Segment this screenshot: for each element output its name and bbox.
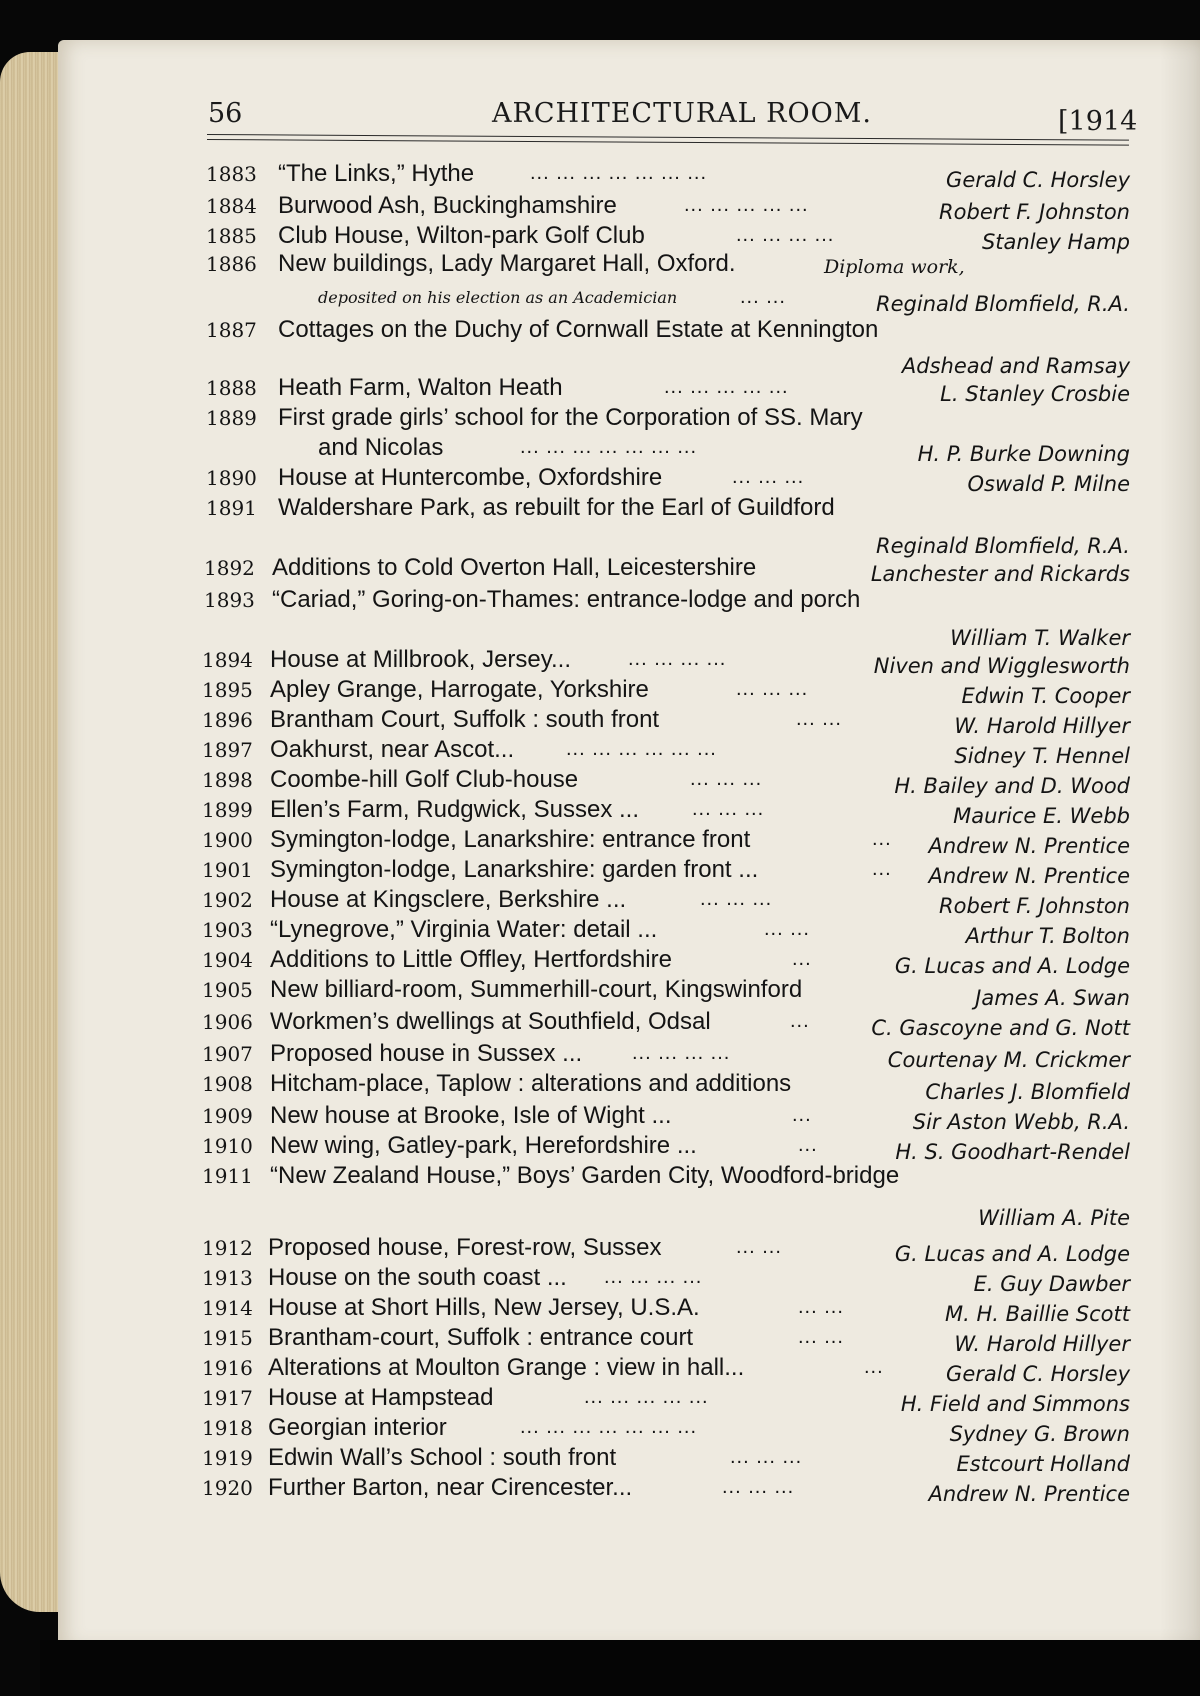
entry-number: 1887 [206, 318, 257, 342]
page-number: 56 [208, 98, 243, 129]
entry-number: 1912 [202, 1236, 253, 1260]
entry-number: 1918 [202, 1416, 253, 1440]
entry-author: Oswald P. Milne [967, 472, 1130, 496]
entry-author: Adshead and Ramsay [901, 354, 1130, 378]
entry-title: Coombe-hill Golf Club-house [270, 766, 579, 793]
entry-author: Sir Aston Webb, R.A. [912, 1110, 1130, 1134]
entry-author: G. Lucas and A. Lodge [894, 1242, 1130, 1266]
entry-title: Symington-lodge, Lanarkshire: entrance front [270, 826, 751, 853]
entry-number: 1896 [202, 708, 253, 732]
entry-number: 1909 [202, 1104, 253, 1128]
entry-author: H. S. Goodhart-Rendel [895, 1140, 1130, 1164]
entry-author: Estcourt Holland [956, 1452, 1130, 1476]
leader-dots: ... [864, 1356, 884, 1378]
entry-note: Diploma work, [824, 256, 965, 278]
entry-author: Courtenay M. Crickmer [887, 1048, 1130, 1072]
entry-number: 1911 [202, 1164, 253, 1188]
entry-title: New wing, Gatley-park, Herefordshire ... [270, 1132, 697, 1159]
entry-title: House on the south coast ... [268, 1264, 567, 1291]
entry-number: 1920 [202, 1476, 253, 1500]
entry-number: 1910 [202, 1134, 253, 1158]
entry-title: Edwin Wall’s School : south front [268, 1444, 617, 1471]
entry-number: 1908 [202, 1072, 253, 1096]
entry-number: 1900 [202, 828, 253, 852]
entry-note-continued: deposited on his election as an Academician [318, 288, 678, 307]
entry-number: 1915 [202, 1326, 253, 1350]
leader-dots: ... ... ... [730, 1446, 803, 1468]
leader-dots: ... ... ... ... ... ... ... [520, 1416, 698, 1438]
leader-dots: ... ... [798, 1296, 844, 1318]
entry-title: Proposed house, Forest-row, Sussex [268, 1234, 662, 1261]
entry-title: Alterations at Moulton Grange : view in hall... [268, 1354, 745, 1381]
leader-dots: ... ... ... [692, 798, 765, 820]
entry-author: G. Lucas and A. Lodge [894, 954, 1130, 978]
entry-title-continued: and Nicolas [318, 434, 444, 461]
entry-number: 1901 [202, 858, 253, 882]
entry-number: 1902 [202, 888, 253, 912]
leader-dots: ... ... ... [736, 678, 809, 700]
entry-title: First grade girls’ school for the Corporation of SS. Mary [278, 404, 863, 431]
entry-number: 1913 [202, 1266, 253, 1290]
entry-author: Andrew N. Prentice [928, 1482, 1130, 1506]
entry-number: 1892 [204, 556, 255, 580]
entry-title: House at Millbrook, Jersey... [270, 646, 571, 673]
entry-number: 1904 [202, 948, 253, 972]
entry-number: 1895 [202, 678, 253, 702]
entry-number: 1906 [202, 1010, 253, 1034]
entry-number: 1914 [202, 1296, 253, 1320]
entry-author: James A. Swan [975, 986, 1130, 1010]
entry-number: 1919 [202, 1446, 253, 1470]
entry-author: Andrew N. Prentice [928, 834, 1130, 858]
entry-title: Additions to Little Offley, Hertfordshire [270, 946, 672, 973]
leader-dots: ... ... ... ... [628, 648, 727, 670]
leader-dots: ... ... ... ... [604, 1266, 703, 1288]
entry-number: 1890 [206, 466, 257, 490]
entry-author: W. Harold Hillyer [954, 714, 1130, 738]
entry-number: 1891 [206, 496, 257, 520]
entry-author: Sydney G. Brown [949, 1422, 1130, 1446]
leader-dots: ... ... [736, 1236, 782, 1258]
entry-author: Niven and Wigglesworth [873, 654, 1130, 678]
leader-dots: ... ... ... ... ... ... ... [530, 162, 708, 184]
entry-author: M. H. Baillie Scott [944, 1302, 1130, 1326]
entry-title: House at Huntercombe, Oxfordshire [278, 464, 663, 491]
entry-author: Reginald Blomfield, R.A. [876, 534, 1130, 558]
entry-number: 1888 [206, 376, 257, 400]
entry-author: H. Field and Simmons [900, 1392, 1130, 1416]
leader-dots: ... ... [764, 918, 810, 940]
entry-author: Charles J. Blomfield [925, 1080, 1130, 1104]
entry-title: “The Links,” Hythe [278, 160, 475, 187]
entry-number: 1884 [206, 194, 257, 218]
leader-dots: ... ... ... ... ... [684, 194, 809, 216]
entry-author: Robert F. Johnston [939, 200, 1130, 224]
entry-author: H. Bailey and D. Wood [894, 774, 1130, 798]
leader-dots: ... ... ... ... ... ... [566, 738, 717, 760]
entry-title: Club House, Wilton-park Golf Club [278, 222, 645, 249]
leader-dots: ... ... [740, 286, 786, 308]
entry-title: Burwood Ash, Buckinghamshire [278, 192, 617, 219]
entry-title: Oakhurst, near Ascot... [270, 736, 515, 763]
entry-title: Cottages on the Duchy of Cornwall Estate at Kennington [278, 316, 879, 343]
entry-author: H. P. Burke Downing [917, 442, 1130, 466]
leader-dots: ... ... ... ... [736, 224, 835, 246]
leader-dots: ... [792, 1104, 812, 1126]
running-year: [1914 [1058, 106, 1138, 137]
entry-number: 1894 [202, 648, 253, 672]
leader-dots: ... [792, 948, 812, 970]
entry-title: New buildings, Lady Margaret Hall, Oxford. [278, 250, 736, 277]
entry-title: “Lynegrove,” Virginia Water: detail ... [270, 916, 658, 943]
entry-number: 1905 [202, 978, 253, 1002]
entry-author: William T. Walker [950, 626, 1130, 650]
entry-title: Workmen’s dwellings at Southfield, Odsal [270, 1008, 711, 1035]
leader-dots: ... ... ... [700, 888, 773, 910]
entry-title: Further Barton, near Cirencester... [268, 1474, 633, 1501]
leader-dots: ... ... ... [722, 1476, 795, 1498]
leader-dots: ... [790, 1010, 810, 1032]
entry-number: 1899 [202, 798, 253, 822]
leader-dots: ... ... [798, 1326, 844, 1348]
entry-title: Apley Grange, Harrogate, Yorkshire [270, 676, 649, 703]
entry-title: New billiard-room, Summerhill-court, Kingswinford [270, 976, 803, 1003]
entry-title: New house at Brooke, Isle of Wight ... [270, 1102, 672, 1129]
entry-author: Arthur T. Bolton [965, 924, 1130, 948]
leader-dots: ... [872, 828, 892, 850]
entry-author: Reginald Blomfield, R.A. [876, 292, 1130, 316]
entry-author: Lanchester and Rickards [870, 562, 1130, 586]
leader-dots: ... ... ... [690, 768, 763, 790]
entry-author: Sidney T. Hennel [954, 744, 1130, 768]
entry-title: Hitcham-place, Taplow : alterations and additions [270, 1070, 792, 1097]
entry-title: Georgian interior [268, 1414, 447, 1441]
entry-number: 1893 [204, 588, 255, 612]
entry-title: Additions to Cold Overton Hall, Leicestershire [272, 554, 757, 581]
entry-author: E. Guy Dawber [973, 1272, 1130, 1296]
leader-dots: ... [872, 858, 892, 880]
entry-title: Ellen’s Farm, Rudgwick, Sussex ... [270, 796, 640, 823]
leader-dots: ... ... ... [732, 466, 805, 488]
entry-author: Andrew N. Prentice [928, 864, 1130, 888]
entry-title: House at Hampstead [268, 1384, 494, 1411]
entry-number: 1916 [202, 1356, 253, 1380]
entry-author: L. Stanley Crosbie [940, 382, 1130, 406]
entry-number: 1886 [206, 252, 257, 276]
leader-dots: ... [798, 1134, 818, 1156]
entry-number: 1883 [206, 162, 257, 186]
entry-author: Gerald C. Horsley [946, 1362, 1130, 1386]
entry-title: Brantham-court, Suffolk : entrance court [268, 1324, 694, 1351]
entry-author: Maurice E. Webb [953, 804, 1130, 828]
entry-title: “Cariad,” Goring-on-Thames: entrance-lodge and porch [272, 586, 861, 613]
entry-number: 1885 [206, 224, 257, 248]
entry-number: 1898 [202, 768, 253, 792]
entry-title: Heath Farm, Walton Heath [278, 374, 563, 401]
entry-author: William A. Pite [978, 1206, 1130, 1230]
entry-title: House at Short Hills, New Jersey, U.S.A. [268, 1294, 700, 1321]
leader-dots: ... ... ... ... ... ... ... [520, 436, 698, 458]
entry-title: Proposed house in Sussex ... [270, 1040, 583, 1067]
entry-author: Robert F. Johnston [939, 894, 1130, 918]
entry-number: 1889 [206, 406, 257, 430]
leader-dots: ... ... [796, 708, 842, 730]
entry-author: Gerald C. Horsley [946, 168, 1130, 192]
entry-author: Stanley Hamp [981, 230, 1130, 254]
entry-number: 1897 [202, 738, 253, 762]
running-title: ARCHITECTURAL ROOM. [492, 98, 873, 129]
entry-title: Symington-lodge, Lanarkshire: garden front ... [270, 856, 759, 883]
leader-dots: ... ... ... ... [632, 1042, 731, 1064]
entry-number: 1907 [202, 1042, 253, 1066]
leader-dots: ... ... ... ... ... [584, 1386, 709, 1408]
entry-author: Edwin T. Cooper [961, 684, 1130, 708]
leader-dots: ... ... ... ... ... [664, 376, 789, 398]
entry-author: W. Harold Hillyer [954, 1332, 1130, 1356]
entry-author: C. Gascoyne and G. Nott [871, 1016, 1130, 1040]
entry-title: House at Kingsclere, Berkshire ... [270, 886, 627, 913]
entry-title: Brantham Court, Suffolk : south front [270, 706, 660, 733]
entry-number: 1917 [202, 1386, 253, 1410]
entry-number: 1903 [202, 918, 253, 942]
entry-title: Waldershare Park, as rebuilt for the Earl of Guildford [278, 494, 835, 521]
entry-title: “New Zealand House,” Boys’ Garden City, Woodford-bridge [270, 1162, 900, 1189]
